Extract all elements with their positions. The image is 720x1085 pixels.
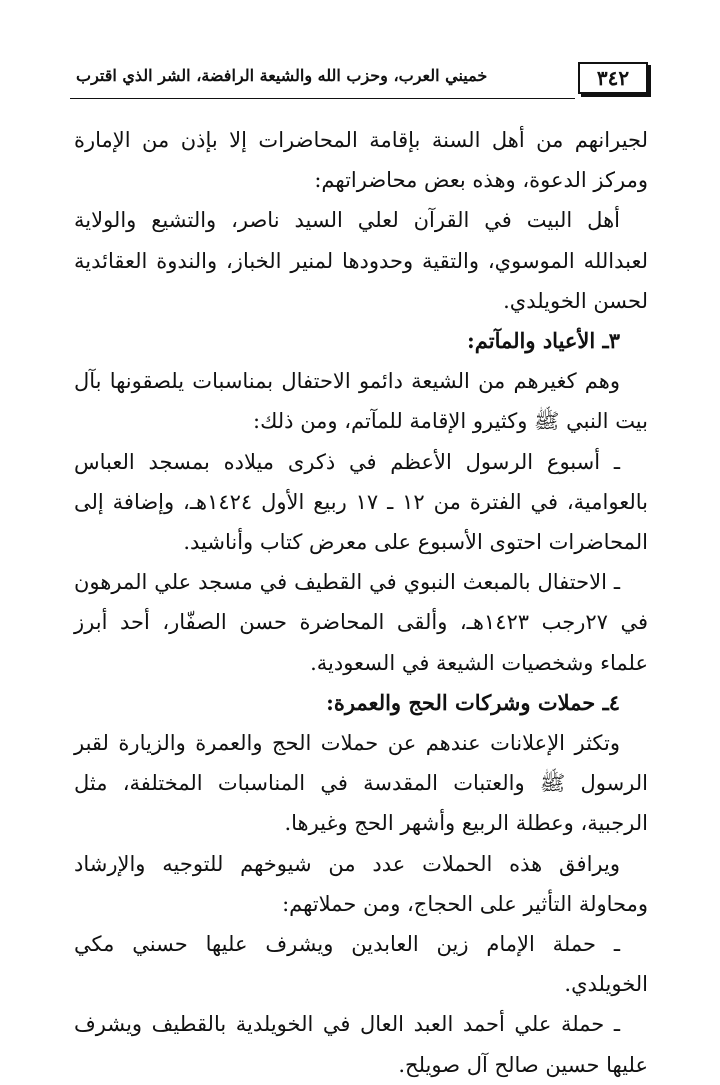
section-heading: ٣ـ الأعياد والمآتم: [467, 328, 620, 354]
header-rule [70, 98, 575, 99]
list-item: ـ الاحتفال بالمبعث النبوي في القطيف في مسجد علي المرهون في ٢٧رجب ١٤٢٣هـ، وألقى المحاضرة حسن الصفّار، أحد أبرز علماء وشخصيات الشيعة في السعودية. [74, 570, 649, 675]
page-body [74, 120, 648, 1085]
paragraph: لجيرانهم من أهل السنة بإقامة المحاضرات إلا بإذن من الإمارة ومركز الدعوة، وهذه بعض محاضراتهم: [74, 128, 648, 193]
page-header [70, 56, 648, 100]
list-item: ـ حملة الإمام زين العابدين ويشرف عليها حسني مكي الخويلدي. [74, 932, 648, 997]
section-heading: ٤ـ حملات وشركات الحج والعمرة: [326, 689, 620, 715]
paragraph: أهل البيت في القرآن لعلي السيد ناصر، والتشيع والولاية لعبدالله الموسوي، والتقية وحدودها لمنير الخباز، والندوة العقائدية لحسن الخويلدي. [74, 208, 648, 313]
list-item: ـ أسبوع الرسول الأعظم في ذكرى ميلاده بمسجد العباس بالعوامية، في الفترة من ١٢ ـ ١٧ ربيع الأول ١٤٢٤هـ، وإضافة إلى المحاضرات احتوى الأسبوع على معرض كتاب وأناشيد. [74, 449, 648, 555]
paragraph: وهم كغيرهم من الشيعة دائمو الاحتفال بمناسبات يلصقونها بآل بيت النبي ﷺ وكثيرو الإقامة للمآتم، ومن ذلك: [74, 369, 648, 434]
paragraph: ويرافق هذه الحملات عدد من شيوخهم للتوجيه والإرشاد ومحاولة التأثير على الحجاج، ومن حملاتهم: [74, 851, 648, 916]
running-title: خميني العرب، وحزب الله والشيعة الرافضة، الشر الذي اقترب [76, 66, 488, 85]
page-number: ٣٤٢ [578, 62, 648, 94]
list-item: ـ حملة علي أحمد العبد العال في الخويلدية بالقطيف ويشرف عليها حسين صالح آل صويلح. [74, 1012, 648, 1077]
paragraph: وتكثر الإعلانات عندهم عن حملات الحج والعمرة والزيارة لقبر الرسول ﷺ والعتبات المقدسة في المناسبات المختلفة، مثل الرجبية، وعطلة الربيع وأشهر الحج وغيرها. [74, 731, 648, 836]
